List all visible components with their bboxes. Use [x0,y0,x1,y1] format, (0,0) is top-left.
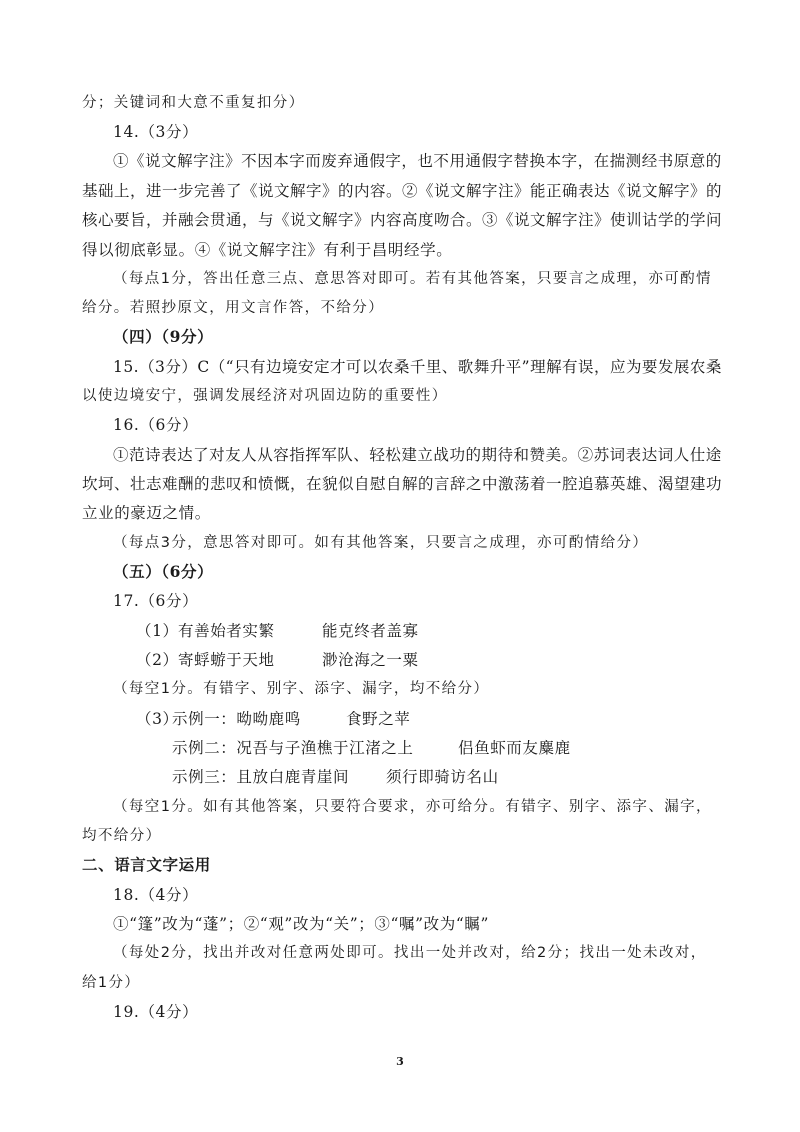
example-1-blank-1: 示例一：呦呦鹿鸣 [172,710,301,728]
section-5-heading: （五）（6分） [113,562,214,581]
answer-15-line-2: 以使边境安宁，强调发展经济对巩固边防的重要性） [82,388,448,404]
answer-15-line-1: 15.（3分）C（“只有边境安定才可以农桑千里、歌舞升平”理解有误，应为要发展农桑 [113,358,722,376]
answer-14-line-4: 得以彻底彰显。④《说文解字注》有利于昌明经学。 [82,241,453,259]
answer-16-line-2: 坎坷、壮志难酬的悲叹和愤慨，在貌似自慰自解的言辞之中激荡着一腔追慕英雄、渴望建功 [82,475,723,493]
part-2-heading: 二、语言文字运用 [82,855,211,874]
question-17-header: 17.（6分） [113,592,199,610]
example-3-blank-2: 须行即骑访名山 [386,768,499,786]
example-2-blank-2: 侣鱼虾而友麋鹿 [458,739,571,757]
question-18-header: 18.（4分） [113,886,199,904]
example-1-blank-2: 食野之苹 [346,710,411,728]
scoring-note-18-line-2: 给1分） [82,975,141,991]
example-2-blank-1: 示例二：况吾与子渔樵于江渚之上 [172,739,414,757]
scoring-note-14-line-2: 给分。若照抄原文，用文言作答，不给分） [82,300,385,316]
example-3-blank-1: 示例三：且放白鹿青崖间 [172,768,350,786]
section-4-heading: （四）（9分） [113,327,214,346]
item-2-blank-2: 渺沧海之一粟 [322,651,419,669]
scoring-note-18-line-1: （每处2分，找出并改对任意两处即可。找出一处并改对，给2分；找出一处未改对， [113,945,707,961]
item-1-blank-1: 有善始者实繁 [178,622,275,640]
item-1-number: （1） [136,622,179,640]
item-2-number: （2） [136,651,179,669]
scoring-note-14-line-1: （每点1分，答出任意三点、意思答对即可。若有其他答案，只要言之成理，亦可酌情 [113,271,712,287]
scoring-note-17-items: （每空1分。有错字、别字、添字、漏字，均不给分） [113,681,490,697]
page-number: 3 [396,1055,404,1068]
answer-18: ①“篷”改为“蓬”；②“观”改为“关”；③“嘱”改为“瞩” [113,915,489,933]
question-19-header: 19.（4分） [113,1003,199,1021]
scoring-note-17-examples-line-1: （每空1分。如有其他答案，只要符合要求，亦可给分。有错字、别字、添字、漏字， [113,799,712,815]
answer-16-line-1: ①范诗表达了对友人从容指挥军队、轻松建立战功的期待和赞美。②苏词表达词人仕途 [113,446,722,464]
question-16-header: 16.（6分） [113,416,199,434]
item-3-number: （3） [136,710,179,728]
scoring-note-continuation: 分；关键词和大意不重复扣分） [82,95,305,111]
item-2-blank-1: 寄蜉蝣于天地 [178,651,275,669]
answer-14-line-1: ①《说文解字注》不因本字而废弃通假字，也不用通假字替换本字，在揣测经书原意的 [113,152,722,170]
scoring-note-17-examples-line-2: 均不给分） [82,828,162,844]
scoring-note-16: （每点3分，意思答对即可。如有其他答案，只要言之成理，亦可酌情给分） [113,535,649,551]
question-14-header: 14.（3分） [113,123,199,141]
item-1-blank-2: 能克终者盖寡 [322,622,419,640]
answer-14-line-3: 核心要旨，并融会贯通，与《说文解字》内容高度吻合。③《说文解字注》使训诂学的学问 [82,211,723,229]
answer-16-line-3: 立业的豪迈之情。 [82,504,211,522]
answer-14-line-2: 基础上，进一步完善了《说文解字》的内容。②《说文解字注》能正确表达《说文解字》的 [82,182,723,200]
